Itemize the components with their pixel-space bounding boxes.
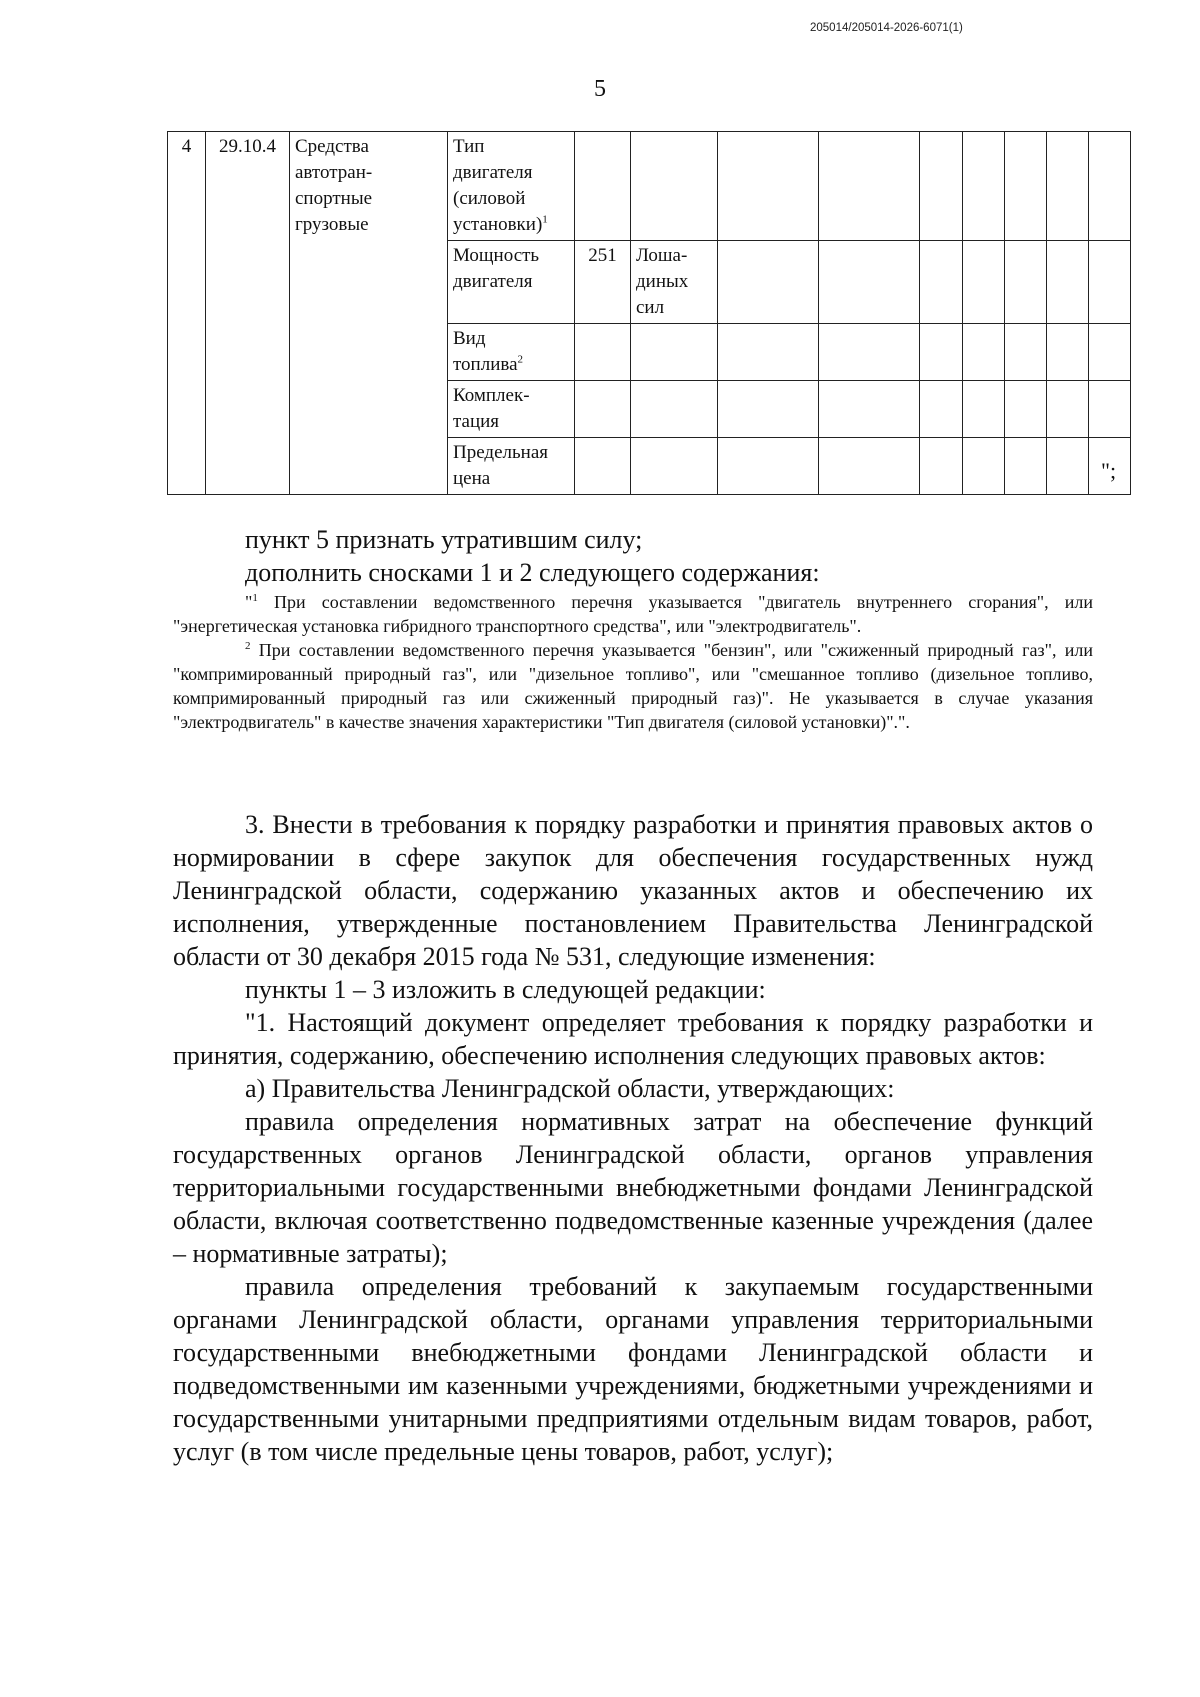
characteristic-line: двигателя bbox=[453, 271, 533, 292]
footnote-text: При составлении ведомственного перечня указывается "двигатель внутреннего сгорания", или "энергетическая установка гибридного транспортного средства", или "электродвигатель". bbox=[173, 592, 1093, 636]
table-row bbox=[168, 132, 1131, 241]
characteristic-line bbox=[453, 352, 569, 378]
empty-cell bbox=[920, 438, 963, 495]
unit-cell bbox=[631, 438, 718, 495]
empty-cell bbox=[963, 241, 1005, 324]
empty-cell bbox=[920, 132, 963, 241]
empty-cell bbox=[819, 241, 920, 324]
characteristic-line: цена bbox=[453, 468, 491, 489]
row-number-cell: 4 bbox=[168, 132, 206, 495]
empty-cell bbox=[1005, 438, 1047, 495]
paragraph: пункты 1 – 3 изложить в следующей редакции: bbox=[245, 975, 766, 1004]
empty-cell bbox=[1005, 324, 1047, 381]
footnote-1 bbox=[173, 590, 1093, 638]
empty-cell bbox=[963, 381, 1005, 438]
empty-cell bbox=[1089, 241, 1131, 324]
empty-cell bbox=[920, 324, 963, 381]
characteristics-table bbox=[167, 131, 1131, 495]
empty-cell bbox=[819, 132, 920, 241]
product-name-line: грузовые bbox=[295, 214, 369, 235]
empty-cell bbox=[963, 132, 1005, 241]
empty-cell bbox=[1047, 132, 1089, 241]
empty-cell bbox=[1089, 381, 1131, 438]
page-number: 5 bbox=[594, 76, 606, 102]
unit-cell bbox=[631, 381, 718, 438]
paragraph: "1. Настоящий документ определяет требования к порядку разработки и принятия, содержанию, обеспечению исполнения следующих правовых актов: bbox=[173, 1008, 1093, 1070]
characteristic-text: топлива bbox=[453, 354, 518, 375]
closing-quote: "; bbox=[1101, 458, 1117, 483]
paragraph: пункт 5 признать утратившим силу; bbox=[245, 525, 643, 554]
empty-cell bbox=[718, 241, 819, 324]
unit-cell bbox=[631, 324, 718, 381]
empty-cell bbox=[1005, 241, 1047, 324]
product-name-line: автотран- bbox=[295, 162, 373, 183]
characteristic-line: двигателя bbox=[453, 162, 533, 183]
characteristic-line: тация bbox=[453, 411, 500, 432]
quote-mark: " bbox=[245, 592, 253, 612]
code-cell bbox=[575, 438, 631, 495]
unit-cell bbox=[631, 241, 718, 324]
paragraph: правила определения нормативных затрат на обеспечение функций государственных органов Ленинградской области, органов управления территориальными государственными внебюджетными фондами Ленинградской области, включая соответственно подведомственные казенные учреждения (далее – нормативные затраты); bbox=[173, 1107, 1093, 1268]
characteristic-line: Вид bbox=[453, 328, 486, 349]
empty-cell bbox=[1047, 438, 1089, 495]
empty-cell bbox=[819, 324, 920, 381]
characteristic-line: Тип bbox=[453, 136, 485, 157]
unit-line: диных bbox=[636, 271, 689, 292]
unit-cell bbox=[631, 132, 718, 241]
product-name-line: Средства bbox=[295, 136, 369, 157]
unit-line: Лоша- bbox=[636, 245, 688, 266]
empty-cell bbox=[1047, 241, 1089, 324]
footnote-marker: 2 bbox=[245, 640, 251, 652]
empty-cell bbox=[920, 381, 963, 438]
characteristic-cell bbox=[448, 324, 575, 381]
characteristic-text: установки) bbox=[453, 214, 543, 235]
footnote-2 bbox=[173, 638, 1093, 734]
paragraph: дополнить сносками 1 и 2 следующего содержания: bbox=[245, 558, 820, 587]
empty-cell bbox=[718, 438, 819, 495]
document-id: 205014/205014-2026-6071(1) bbox=[810, 22, 963, 34]
footnote-text: При составлении ведомственного перечня указывается "бензин", или "сжиженный природный газ", или "компримированный природный газ", или "дизельное топливо", или "смешанное топливо (дизельное топливо, компримированный природный газ или сжиженный природный газ)". Не указывается в случае указания "электродвигатель" в качестве значения характеристики "Тип двигателя (силовой установки)".". bbox=[173, 640, 1093, 732]
characteristic-line: (силовой bbox=[453, 188, 526, 209]
empty-cell bbox=[1005, 132, 1047, 241]
code-cell: 251 bbox=[575, 241, 631, 324]
characteristic-cell bbox=[448, 132, 575, 241]
characteristic-line bbox=[453, 212, 569, 238]
paragraph: а) Правительства Ленинградской области, утверждающих: bbox=[245, 1074, 895, 1103]
footnote-ref: 2 bbox=[517, 353, 524, 366]
empty-cell bbox=[819, 438, 920, 495]
empty-cell bbox=[1005, 381, 1047, 438]
empty-cell bbox=[963, 438, 1005, 495]
footnote-marker: 1 bbox=[252, 592, 258, 604]
code-cell bbox=[575, 381, 631, 438]
empty-cell bbox=[1047, 324, 1089, 381]
unit-line: сил bbox=[636, 297, 665, 318]
characteristic-cell bbox=[448, 381, 575, 438]
product-name-line: спортные bbox=[295, 188, 373, 209]
paragraph: 3. Внести в требования к порядку разработки и принятия правовых актов о нормировании в сфере закупок для обеспечения государственных нужд Ленинградской области, содержанию указанных актов и обеспечению их исполнения, утвержденные постановлением Правительства Ленинградской области от 30 декабря 2015 года № 531, следующие изменения: bbox=[173, 810, 1093, 971]
characteristic-line: Комплек- bbox=[453, 385, 530, 406]
amendment-block bbox=[173, 523, 1093, 589]
characteristic-cell bbox=[448, 438, 575, 495]
product-name-cell bbox=[290, 132, 448, 495]
empty-cell bbox=[1047, 381, 1089, 438]
code-cell bbox=[575, 324, 631, 381]
empty-cell bbox=[718, 324, 819, 381]
empty-cell bbox=[718, 381, 819, 438]
paragraph: правила определения требований к закупаемым государственными органами Ленинградской области, органами управления территориальными государственными внебюджетными фондами Ленинградской области и подведомственными им казенными учреждениями, бюджетными учреждениями и государственными унитарными предприятиями отдельным видам товаров, работ, услуг (в том числе предельные цены товаров, работ, услуг); bbox=[173, 1272, 1093, 1466]
empty-cell bbox=[1089, 324, 1131, 381]
footnotes-block bbox=[173, 590, 1093, 734]
empty-cell bbox=[718, 132, 819, 241]
empty-cell bbox=[963, 324, 1005, 381]
empty-cell bbox=[819, 381, 920, 438]
characteristic-line: Мощность bbox=[453, 245, 540, 266]
okpd-code-cell: 29.10.4 bbox=[206, 132, 290, 495]
empty-cell bbox=[1089, 132, 1131, 241]
code-cell bbox=[575, 132, 631, 241]
characteristic-cell bbox=[448, 241, 575, 324]
footnote-ref: 1 bbox=[542, 213, 548, 226]
empty-cell bbox=[920, 241, 963, 324]
characteristic-line: Предельная bbox=[453, 442, 548, 463]
main-text-block bbox=[173, 808, 1093, 1468]
